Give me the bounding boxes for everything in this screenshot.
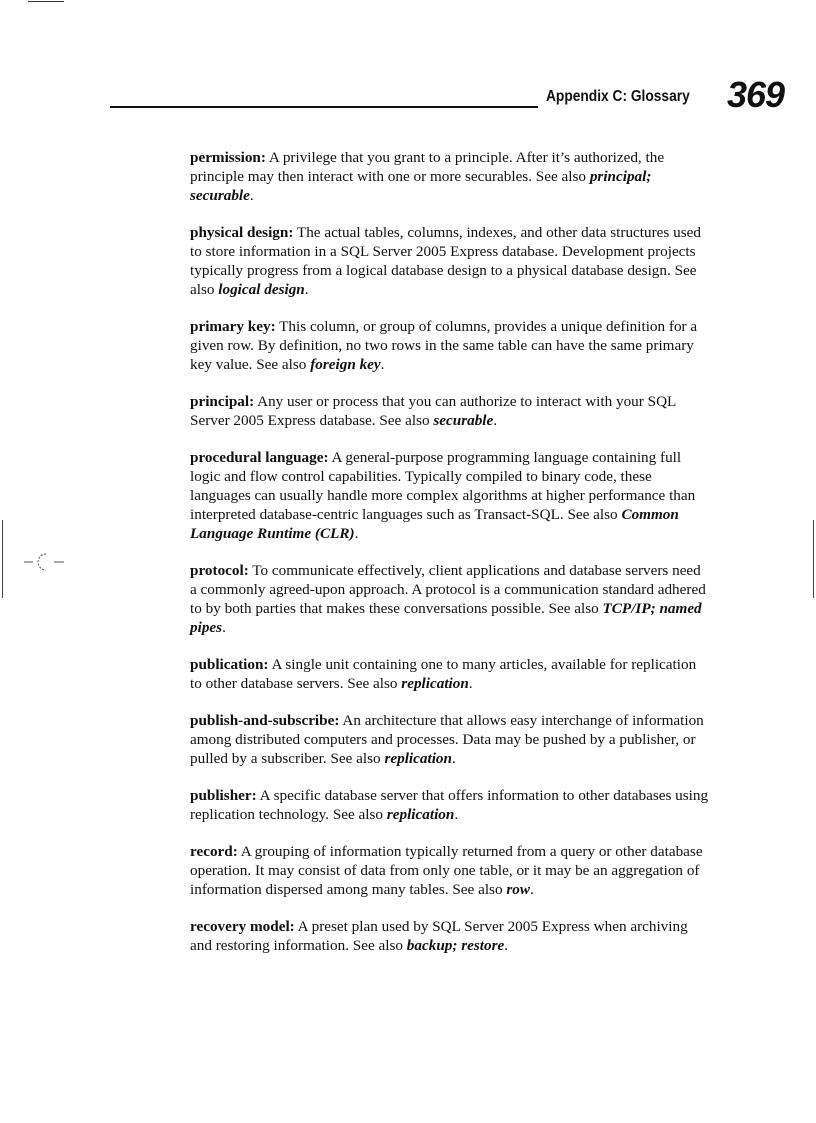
entry-end: .: [451, 750, 456, 767]
entry-end: .: [454, 806, 459, 823]
glossary-term: publisher:: [190, 787, 257, 804]
glossary-entry: [190, 392, 710, 430]
glossary-definition: To communicate effectively, client applications and database servers need a commonly agreed-upon approach. A protocol is a communication standard adhered to by both parties that makes these conversations possible. See also: [190, 562, 706, 617]
glossary-entry: [190, 148, 710, 205]
crop-mark-right: [813, 520, 814, 598]
glossary-term: recovery model:: [190, 918, 295, 935]
see-also-reference: TCP/IP; named pipes: [190, 600, 702, 636]
glossary-entry: [190, 223, 710, 299]
glossary-definition: Any user or process that you can authorize to interact with your SQL Server 2005 Express database. See also: [190, 393, 676, 429]
glossary-definition: A preset plan used by SQL Server 2005 Express when archiving and restoring information. See also: [190, 918, 688, 954]
glossary-term: protocol:: [190, 562, 249, 579]
glossary-term: principal:: [190, 393, 255, 410]
glossary-definition: A single unit containing one to many articles, available for replication to other database servers. See also: [190, 656, 697, 692]
glossary-definition: This column, or group of columns, provides a unique definition for a given row. By definition, no two rows in the same table can have the same primary key value. See also: [190, 318, 698, 373]
crop-mark-top: [28, 1, 64, 2]
glossary-entry: [190, 842, 710, 899]
glossary-term: record:: [190, 843, 238, 860]
glossary-definition: A general-purpose programming language containing full logic and flow control capabilities. Typically compiled to binary code, these languages can usually handle more complex algorithms at higher performance than interpreted database-centric languages such as Transact-SQL. See also: [190, 449, 696, 523]
entry-end: .: [354, 525, 359, 542]
see-also-reference: backup; restore: [406, 937, 505, 954]
entry-end: .: [380, 356, 385, 373]
glossary-definition: An architecture that allows easy interchange of information among distributed computers and processes. Data may be pushed by a publisher, or pulled by a subscriber. See also: [190, 712, 704, 767]
glossary-entry: [190, 711, 710, 768]
glossary-entry: [190, 655, 710, 693]
see-also-reference: foreign key: [310, 356, 381, 373]
entry-end: .: [529, 881, 534, 898]
glossary-term: physical design:: [190, 224, 294, 241]
see-also-reference: replication: [384, 750, 452, 767]
glossary-term: publish-and-subscribe:: [190, 712, 340, 729]
see-also-reference: row: [506, 881, 530, 898]
entry-end: .: [504, 937, 509, 954]
entry-end: .: [468, 675, 473, 692]
glossary-term: primary key:: [190, 318, 276, 335]
see-also-reference: principal; securable: [190, 168, 652, 204]
glossary-term: permission:: [190, 149, 266, 166]
registration-mark-icon: [24, 548, 68, 576]
glossary-entry: [190, 561, 710, 637]
glossary-term: publication:: [190, 656, 269, 673]
glossary-term: procedural language:: [190, 449, 329, 466]
see-also-reference: securable: [433, 412, 494, 429]
entry-end: .: [493, 412, 498, 429]
see-also-reference: logical design: [218, 281, 305, 298]
glossary-entry: [190, 917, 710, 955]
glossary-definition: A grouping of information typically returned from a query or other database operation. It may consist of data from only one table, or it may be an aggregation of information dispersed among many tables. See also: [190, 843, 703, 898]
glossary-definition: The actual tables, columns, indexes, and other data structures used to store information in a SQL Server 2005 Express database. Development projects typically progress from a logical database design to a physical database design. See also: [190, 224, 701, 298]
entry-end: .: [222, 619, 226, 636]
page-number: 369: [727, 74, 785, 115]
glossary-definition: A privilege that you grant to a principle. After it’s authorized, the principle may then interact with one or more securables. See also: [190, 149, 665, 185]
see-also-reference: replication: [401, 675, 469, 692]
crop-mark-left: [2, 520, 3, 598]
header-rule: [110, 106, 538, 108]
glossary-definition: A specific database server that offers information to other databases using replication technology. See also: [190, 787, 709, 823]
running-header: [110, 76, 790, 116]
glossary-entry: [190, 786, 710, 824]
see-also-reference: replication: [386, 806, 455, 823]
glossary-list: [190, 148, 710, 973]
entry-end: .: [304, 281, 309, 298]
entry-end: .: [249, 187, 254, 204]
see-also-reference: Common Language Runtime (CLR): [190, 506, 679, 542]
header-title: Appendix C: Glossary: [546, 88, 690, 105]
glossary-entry: [190, 317, 710, 374]
glossary-entry: [190, 448, 710, 543]
